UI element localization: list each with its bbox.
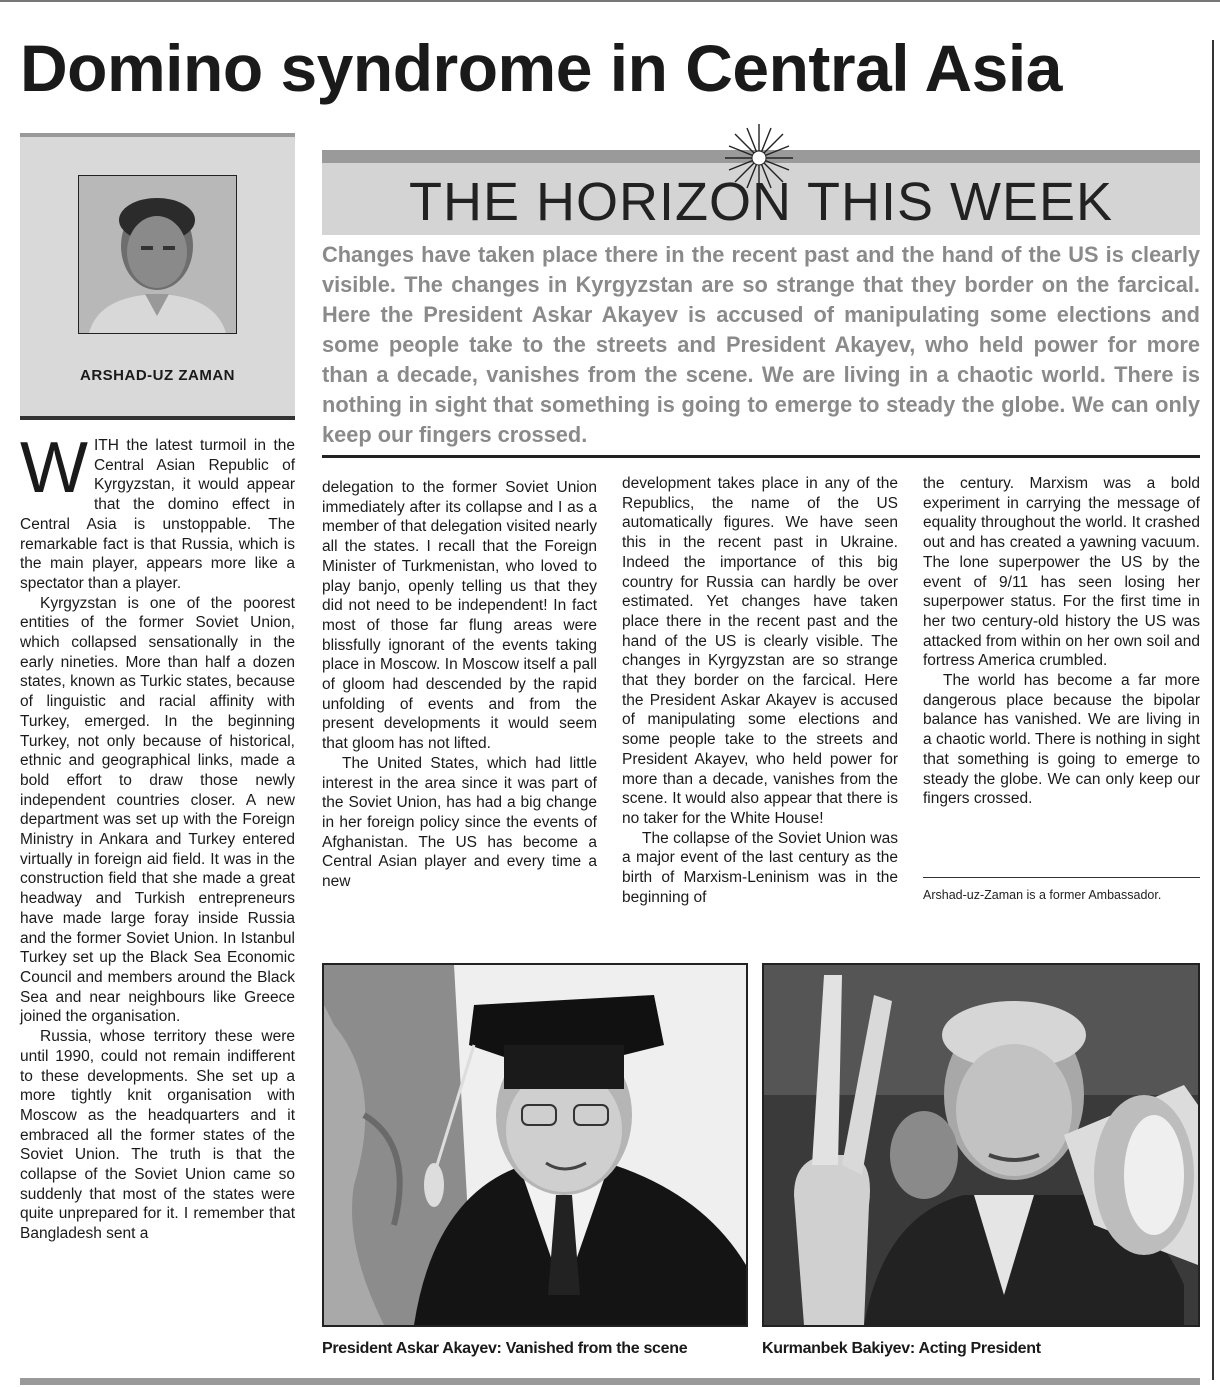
paragraph-6: The world has become a far more dangerous place because the bipolar balance has vanished. We are living in a chaotic world. There is nothing in sight that something is going to emerge to steady the globe. We can only keep our fingers crossed. — [923, 672, 1200, 808]
paragraph-5-part-1: The collapse of the Soviet Union was a major event of the last century as the birth of Marxism-Leninism was in the beginning of — [622, 829, 898, 906]
bio-rule — [923, 877, 1200, 878]
akayev-photo — [322, 963, 748, 1327]
deck-rule — [322, 455, 1200, 458]
paragraph-3-part-2: delegation to the former Soviet Union immediately after its collapse and I as a member of that delegation visited nearly all the states. I recall that the Foreign Minister of Turkmenistan, who loved to play banjo, openly telling us that they did not need to be independent! In fact most of those far flung areas were blissfully ignorant of the events taking place in Moscow. In Moscow itself a pall of gloom had descended by the rapid unfolding of events and from the present developments it would seem that gloom has not lifted. — [322, 479, 597, 753]
paragraph-1 — [20, 428, 295, 594]
bakiyev-photo — [762, 963, 1200, 1327]
body-column-2 — [322, 478, 597, 892]
paragraph-2: Kyrgyzstan is one of the poorest entities of the former Soviet Union, which collapsed sensationally in the early nineties. More than half a dozen states, known as Turkic states, because of linguistic and racial affinity with Turkey, emerged. In the beginning Turkey, not only because of historical, ethnic and geographical links, made a bold effort to draw those newly independent countries closer. A new department was set up with the Foreign Ministry in Ankara and Turkey entered virtually in foreign aid field. It was in the construction field that she made a great headway and Turkish entrepreneurs have made large foray inside Russia and the former Soviet Union. In Istanbul Turkey set up the Black Sea Economic Council and members around the Black Sea and near neighbours like Greece joined the organisation. — [20, 594, 295, 1026]
author-bio: Arshad-uz-Zaman is a former Ambassador. — [923, 888, 1162, 902]
body-column-4 — [923, 474, 1200, 809]
body-column-1 — [20, 428, 295, 1244]
starburst-icon — [723, 122, 795, 194]
author-box — [20, 133, 295, 420]
banner-title: THE HORIZON THIS WEEK — [408, 172, 1114, 232]
paragraph-5-part-2: the century. Marxism was a bold experiment in carrying the message of equality throughout the world. It crashed out and has created a yawning vacuum. The lone superpower the US by the event of 9/11 has seen losing her superpower status. For the first time in her two century-old history the US was attacked from within on her own soil and fortress America crumbled. — [923, 475, 1200, 670]
author-name: ARSHAD-UZ ZAMAN — [80, 367, 235, 384]
photo-caption-bakiyev: Kurmanbek Bakiyev: Acting President — [762, 1340, 1041, 1357]
bottom-rule — [20, 1378, 1200, 1385]
author-portrait-photo — [78, 175, 237, 334]
deck-summary: Changes have taken place there in the recent past and the hand of the US is clearly visible. The changes in Kyrgyzstan are so strange that they border on the farcical. Here the President Askar Akayev is accused of manipulating some elections and some people take to the streets and President Akayev, who held power for more than a decade, vanishes from the scene. We are living in a chaotic world. There is nothing in sight that something is going to emerge to steady the globe. We can only keep our fingers crossed. — [322, 242, 1200, 447]
photo-caption-akayev: President Askar Akayev: Vanished from the scene — [322, 1340, 688, 1357]
paragraph-3-part-1: Russia, whose territory these were until 1990, could not remain indifferent to these developments. She set up a more tightly knit organisation with Moscow as the headquarters and it embraced all the former states of the Soviet Union. The truth is that the collapse of the Soviet Union came so suddenly that most of the states were quite unprepared for it. I remember that Bangladesh sent a — [20, 1028, 295, 1243]
top-rule — [0, 0, 1220, 2]
right-column-rule — [1212, 40, 1214, 1380]
headline: Domino syndrome in Central Asia — [20, 31, 1062, 105]
paragraph-1-text: ITH the latest turmoil in the Central Asian Republic of Kyrgyzstan, it would appear that the domino effect in Central Asia is unstoppable. The remarkable fact is that Russia, which is the main player, appears more like a spectator than a player. — [20, 437, 295, 592]
body-column-3 — [622, 474, 898, 907]
paragraph-4-part-2: development takes place in any of the Republics, the name of the US automatically figures. We have seen this in the recent past in Ukraine. Indeed the importance of this big country for Russia can hardly be over estimated. Yet changes have taken place there in the recent past and the hand of the US is clearly visible. The changes in Kyrgyzstan are so strange that they border on the farcical. Here the President Askar Akayev is accused of manipulating some elections and some people take to the streets and President Akayev, who held power for more than a decade, vanishes from the scene. It would also appear that there is no taker for the White House! — [622, 475, 898, 827]
drop-cap: W — [20, 428, 88, 508]
paragraph-4-part-1: The United States, which had little interest in the area since it was part of the Soviet Union, has had a big change in her foreign policy since the events of Afghanistan. The US has become a Central Asian player and every time a new — [322, 754, 597, 891]
